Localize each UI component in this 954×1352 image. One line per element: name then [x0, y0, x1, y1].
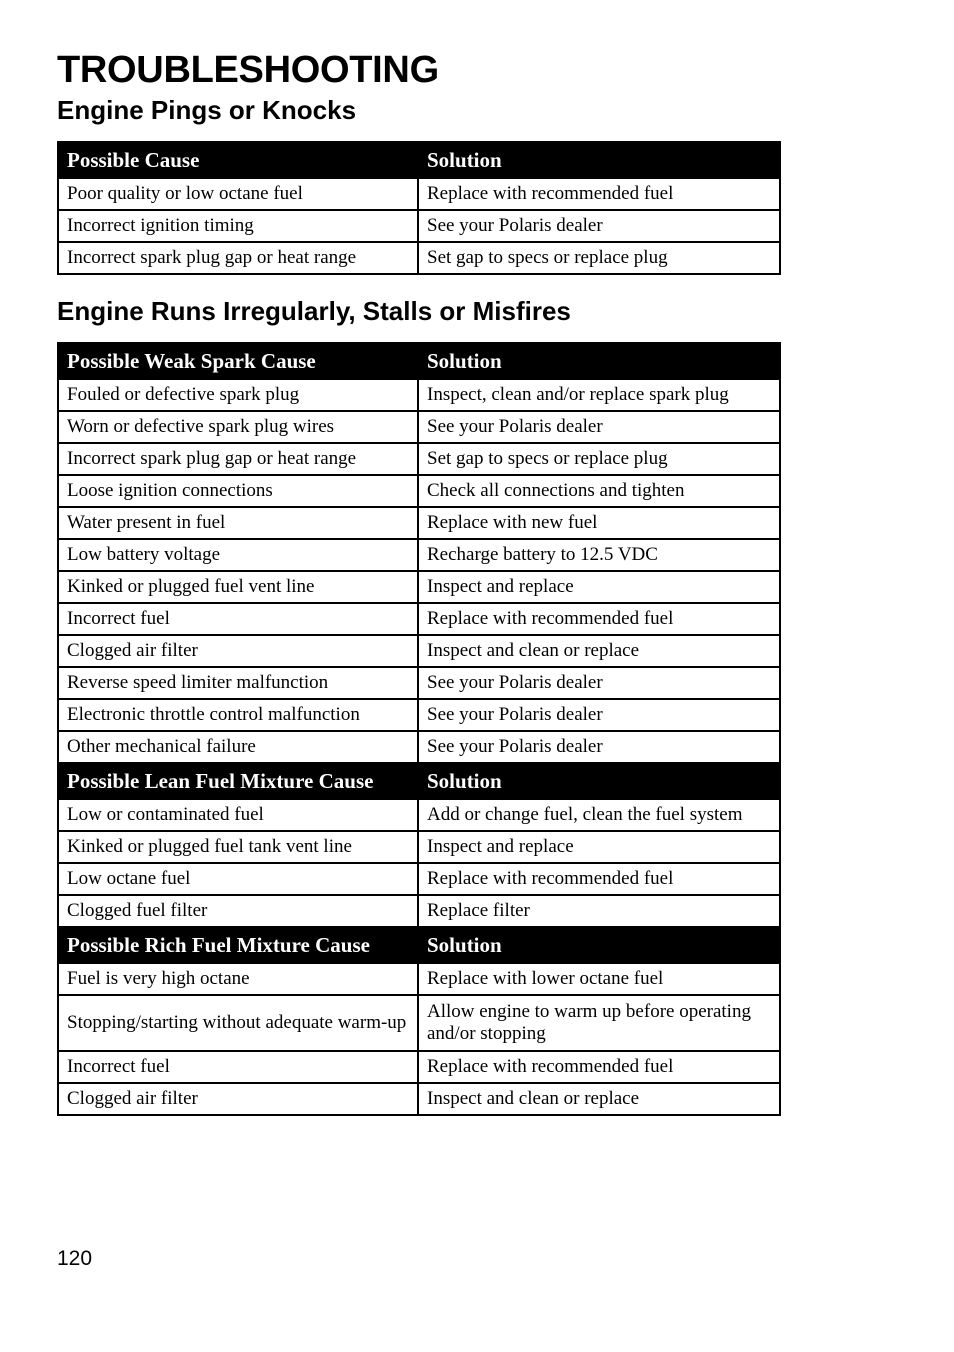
page-title: TROUBLESHOOTING	[57, 49, 439, 91]
solution-cell: Inspect, clean and/or replace spark plug	[418, 379, 780, 411]
table-header-row	[58, 142, 780, 178]
table-row	[58, 963, 780, 995]
table-row	[58, 731, 780, 763]
table-row	[58, 379, 780, 411]
solution-cell: See your Polaris dealer	[418, 699, 780, 731]
cause-cell: Loose ignition connections	[58, 475, 418, 507]
section-title-engine-runs-irregularly: Engine Runs Irregularly, Stalls or Misfires	[57, 296, 571, 326]
table-row	[58, 210, 780, 242]
table-row	[58, 242, 780, 274]
lean-fuel-header-row	[58, 763, 780, 799]
cause-cell: Other mechanical failure	[58, 731, 418, 763]
table-row	[58, 1083, 780, 1115]
cause-cell: Fuel is very high octane	[58, 963, 418, 995]
table-row	[58, 831, 780, 863]
solution-cell: See your Polaris dealer	[418, 667, 780, 699]
section-title-engine-pings: Engine Pings or Knocks	[57, 95, 357, 125]
cause-cell: Reverse speed limiter malfunction	[58, 667, 418, 699]
cause-cell: Poor quality or low octane fuel	[58, 178, 418, 210]
rich-fuel-header-row	[58, 927, 780, 963]
cause-cell: Low octane fuel	[58, 863, 418, 895]
table-row	[58, 863, 780, 895]
header-solution: Solution	[418, 927, 780, 963]
cause-cell: Clogged air filter	[58, 1083, 418, 1115]
solution-cell: Replace with new fuel	[418, 507, 780, 539]
cause-cell: Low or contaminated fuel	[58, 799, 418, 831]
table-row	[58, 507, 780, 539]
solution-cell: Replace with recommended fuel	[418, 603, 780, 635]
cause-cell: Clogged fuel filter	[58, 895, 418, 927]
cause-cell: Clogged air filter	[58, 635, 418, 667]
solution-cell: Inspect and replace	[418, 831, 780, 863]
solution-cell: Add or change fuel, clean the fuel system	[418, 799, 780, 831]
solution-cell: Replace filter	[418, 895, 780, 927]
cause-cell: Incorrect spark plug gap or heat range	[58, 443, 418, 475]
solution-cell: Set gap to specs or replace plug	[418, 443, 780, 475]
table-row	[58, 178, 780, 210]
table-row	[58, 995, 780, 1051]
solution-cell: See your Polaris dealer	[418, 210, 780, 242]
table-row	[58, 667, 780, 699]
header-cause: Possible Cause	[58, 142, 418, 178]
cause-cell: Incorrect ignition timing	[58, 210, 418, 242]
solution-cell: Recharge battery to 12.5 VDC	[418, 539, 780, 571]
table-row	[58, 539, 780, 571]
solution-cell: Inspect and replace	[418, 571, 780, 603]
engine-runs-irregularly-table	[57, 342, 781, 1116]
header-cause: Possible Lean Fuel Mixture Cause	[58, 763, 418, 799]
cause-cell: Electronic throttle control malfunction	[58, 699, 418, 731]
solution-cell: Replace with recommended fuel	[418, 863, 780, 895]
solution-cell: See your Polaris dealer	[418, 731, 780, 763]
cause-cell: Stopping/starting without adequate warm-up	[58, 995, 418, 1051]
header-cause: Possible Weak Spark Cause	[58, 343, 418, 379]
header-cause: Possible Rich Fuel Mixture Cause	[58, 927, 418, 963]
solution-cell: Inspect and clean or replace	[418, 1083, 780, 1115]
solution-cell: Allow engine to warm up before operating and/or stopping	[418, 995, 780, 1051]
table-row	[58, 443, 780, 475]
table-row	[58, 603, 780, 635]
header-solution: Solution	[418, 142, 780, 178]
table-row	[58, 411, 780, 443]
table-row	[58, 1051, 780, 1083]
cause-cell: Water present in fuel	[58, 507, 418, 539]
table-row	[58, 475, 780, 507]
solution-cell: Replace with lower octane fuel	[418, 963, 780, 995]
solution-cell: Check all connections and tighten	[418, 475, 780, 507]
table-row	[58, 799, 780, 831]
header-solution: Solution	[418, 343, 780, 379]
engine-pings-table	[57, 141, 781, 275]
cause-cell: Kinked or plugged fuel tank vent line	[58, 831, 418, 863]
solution-cell: Set gap to specs or replace plug	[418, 242, 780, 274]
page-number: 120	[57, 1247, 93, 1270]
solution-cell: See your Polaris dealer	[418, 411, 780, 443]
solution-cell: Replace with recommended fuel	[418, 178, 780, 210]
solution-cell: Replace with recommended fuel	[418, 1051, 780, 1083]
header-solution: Solution	[418, 763, 780, 799]
cause-cell: Kinked or plugged fuel vent line	[58, 571, 418, 603]
table-row	[58, 635, 780, 667]
cause-cell: Worn or defective spark plug wires	[58, 411, 418, 443]
cause-cell: Incorrect fuel	[58, 603, 418, 635]
cause-cell: Fouled or defective spark plug	[58, 379, 418, 411]
cause-cell: Low battery voltage	[58, 539, 418, 571]
solution-cell: Inspect and clean or replace	[418, 635, 780, 667]
table-row	[58, 571, 780, 603]
cause-cell: Incorrect spark plug gap or heat range	[58, 242, 418, 274]
table-row	[58, 895, 780, 927]
cause-cell: Incorrect fuel	[58, 1051, 418, 1083]
weak-spark-header-row	[58, 343, 780, 379]
table-row	[58, 699, 780, 731]
